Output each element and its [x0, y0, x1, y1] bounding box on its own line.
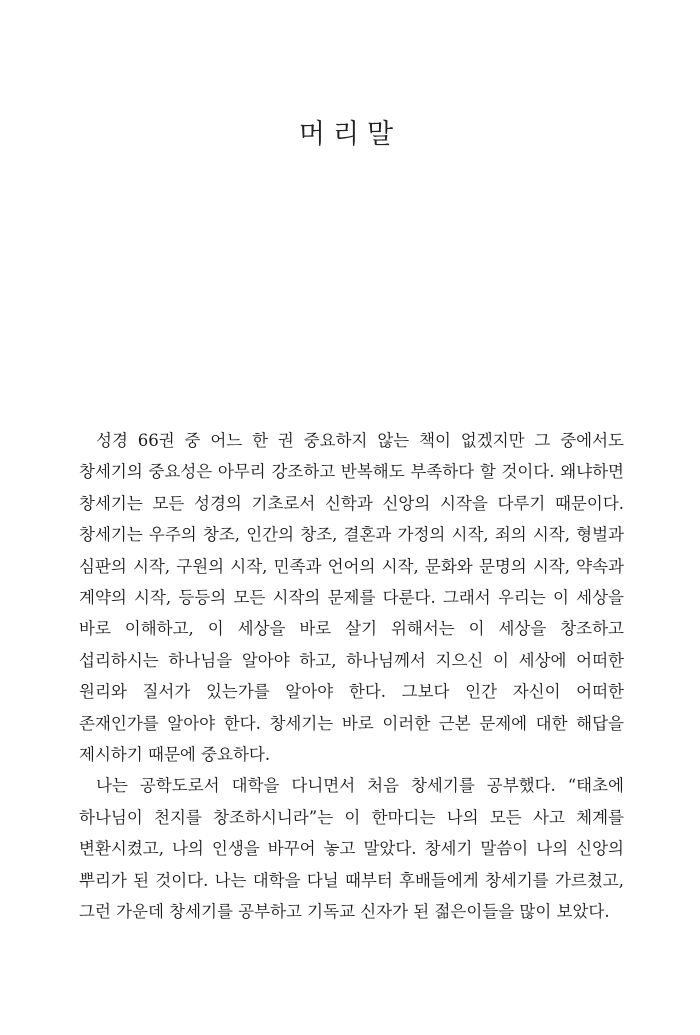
paragraph: 나는 공학도로서 대학을 다니면서 처음 창세기를 공부했다. “태초에 하나님이 천지를 창조하시니라”는 이 한마디는 나의 모든 사고 체계를 변환시켰고, 나의 인생을 바꾸어 놓고 말았다. 창세기 말씀이 나의 신앙의 뿌리가 된 것이다. 나는 대학을 다닐 때부터 후배들에게 창세기를 가르쳤고, 그런 가운데 창세기를 공부하고 기독교 신자가 된 젊은이들을 많이 보았다. [79, 776, 624, 922]
body-text [79, 425, 624, 928]
paragraph: 성경 66권 중 어느 한 권 중요하지 않는 책이 없겠지만 그 중에서도 창세기의 중요성은 아무리 강조하고 반복해도 부족하다 할 것이다. 왜냐하면 창세기는 모든 성경의 기초로서 신학과 신앙의 시작을 다루기 때문이다. 창세기는 우주의 창조, 인간의 창조, 결혼과 가정의 시작, 죄의 시작, 형벌과 심판의 시작, 구원의 시작, 민족과 언어의 시작, 문화와 문명의 시작, 약속과 계약의 시작, 등등의 모든 시작의 문제를 다룬다. 그래서 우리는 이 세상을 바로 이해하고, 이 세상을 바로 살기 위해서는 이 세상을 창조하고 섭리하시는 하나님을 알아야 하고, 하나님께서 지으신 이 세상에 어떠한 원리와 질서가 있는가를 알아야 한다. 그보다 인간 자신이 어떠한 존재인가를 알아야 한다. 창세기는 바로 이러한 근본 문제에 대한 해답을 제시하기 때문에 중요하다. [79, 431, 624, 765]
page-title: 머리말 [298, 119, 402, 150]
